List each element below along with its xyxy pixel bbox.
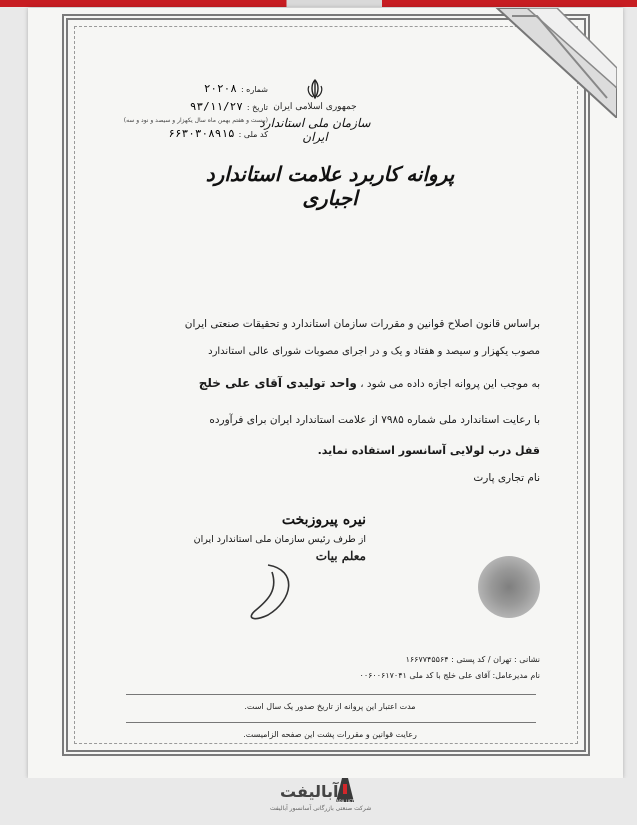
top-accent-bar — [0, 0, 637, 7]
document-meta — [108, 80, 268, 143]
date-note: (بیست و هفتم بهمن ماه سال یکهزار و سیصد و نود و سه) — [123, 117, 268, 124]
trade-name: نام تجاری پارت — [473, 472, 540, 484]
code-row — [108, 125, 268, 143]
signature-block — [186, 512, 366, 563]
iran-emblem-icon — [304, 78, 326, 100]
address-line: نشانی : تهران / کد پستی : ۱۶۶۷۷۴۵۵۶۴ — [405, 655, 540, 664]
issuer-header — [255, 78, 375, 144]
logo-badge-text: ABA LIFT — [336, 799, 354, 804]
validity-note: مدت اعتبار این پروانه از تاریخ صدور یک سال است. — [244, 702, 416, 711]
signatory-title: از طرف رئیس سازمان ملی استاندارد ایران — [193, 534, 366, 545]
licensee-name: واحد تولیدی آقای علی خلج — [198, 376, 357, 390]
code-label: کد ملی : — [238, 130, 268, 139]
corner-ribbon-decoration — [457, 8, 617, 118]
signature-scribble — [238, 560, 308, 630]
code-value: ۶۶۳۰۳۰۸۹۱۵ — [168, 127, 235, 140]
number-value: ۲۰۲۰۸ — [203, 82, 237, 95]
official-seal — [478, 556, 540, 618]
footer-divider — [126, 694, 536, 695]
brand-name: آبالیفت — [280, 782, 339, 801]
number-row — [108, 80, 268, 98]
date-label: تاریخ : — [246, 103, 268, 112]
body-line-1: براساس قانون اصلاح قوانین و مقررات سازمان استاندارد و تحقیقات صنعتی ایران — [184, 318, 540, 330]
date-value: ۹۳/۱۱/۲۷ — [189, 100, 243, 113]
handwritten-note: معلم بیات — [315, 549, 366, 563]
footer-divider-2 — [126, 722, 536, 723]
product-name: قفل درب لولایی آسانسور استفاده نماید. — [317, 444, 540, 457]
rules-note: رعایت قوانین و مقررات پشت این صفحه الزامیست. — [243, 730, 417, 739]
organization-name: سازمان ملی استاندارد ایران — [259, 116, 371, 144]
brand-tagline: شرکت صنعتی بازرگانی آسانسور آبالیفت — [270, 805, 372, 812]
number-label: شماره : — [240, 85, 268, 94]
permission-text: به موجب این پروانه اجازه داده می شود ، — [360, 378, 540, 390]
manager-line: نام مدیرعامل: آقای علی خلج با کد ملی ۰۰۶۰۰۶۱۷۰۴۱ — [359, 671, 540, 680]
signatory-name: نیره پیروزبخت — [281, 512, 366, 528]
republic-label: جمهوری اسلامی ایران — [273, 102, 357, 112]
body-line-4: با رعایت استاندارد ملی شماره ۷۹۸۵ از علامت استاندارد ایران برای فرآورده — [209, 414, 540, 426]
certificate-title: پروانه کاربرد علامت استاندارد اجباری — [205, 162, 455, 210]
body-line-2: مصوب یکهزار و سیصد و هفتاد و یک و در اجرای مصوبات شورای عالی استاندارد — [208, 346, 540, 357]
body-line-3 — [120, 376, 540, 390]
date-row — [108, 98, 268, 116]
